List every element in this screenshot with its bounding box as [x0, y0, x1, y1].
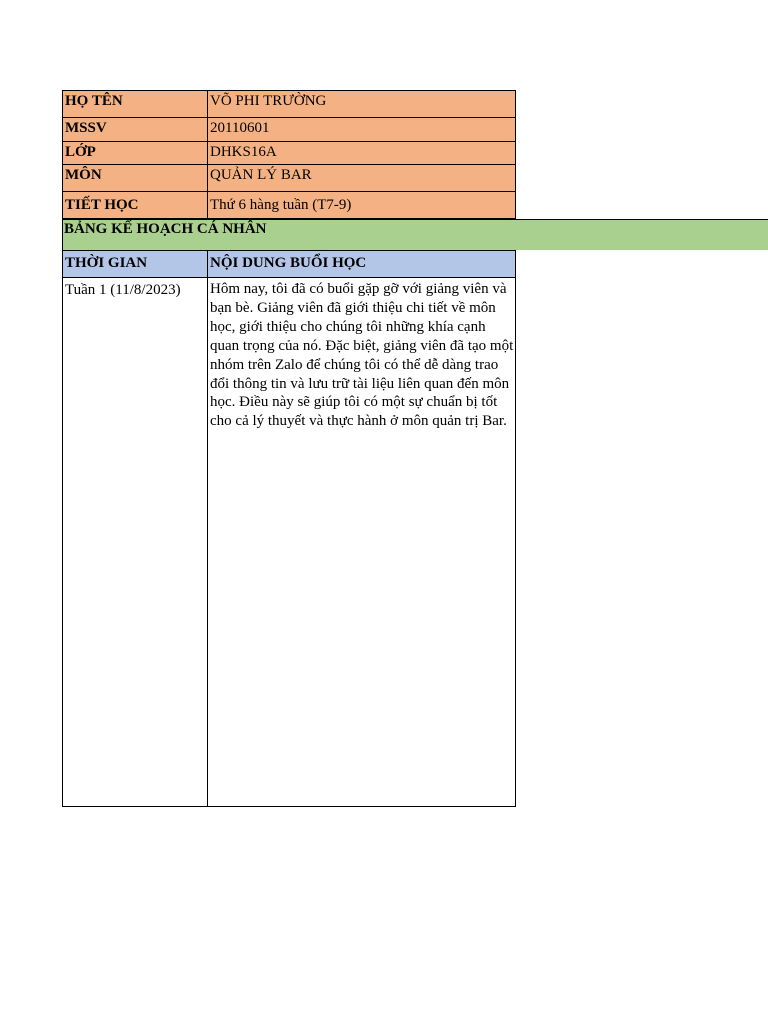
label-mssv: MSSV	[62, 117, 208, 142]
row-content: Hôm nay, tôi đã có buổi gặp gỡ với giảng viên và bạn bè. Giảng viên đã giới thiệu chi tiết về môn học, giới thiệu cho chúng tôi những khía cạnh quan trọng của nó. Đặc biệt, giảng viên đã tạo một nhóm trên Zalo để chúng tôi có thể dễ dàng trao đổi thông tin và lưu trữ tài liệu liên quan đến môn học. Điều này sẽ giúp tôi có một sự chuẩn bị tốt cho cả lý thuyết và thực hành ở môn quản trị Bar.	[207, 277, 516, 807]
label-tiet-hoc: TIẾT HỌC	[62, 191, 208, 219]
value-ho-ten: VÕ PHI TRƯỜNG	[207, 90, 516, 118]
header-content: NỘI DUNG BUỔI HỌC	[207, 250, 516, 278]
plan-title: BẢNG KẾ HOẠCH CÁ NHÂN	[64, 221, 267, 237]
label-lop: LỚP	[62, 141, 208, 165]
value-lop: DHKS16A	[207, 141, 516, 165]
value-tiet-hoc: Thứ 6 hàng tuần (T7-9)	[207, 191, 516, 219]
value-mssv: 20110601	[207, 117, 516, 142]
label-mon: MÔN	[62, 164, 208, 192]
row-time: Tuần 1 (11/8/2023)	[62, 277, 208, 807]
label-ho-ten: HỌ TÊN	[62, 90, 208, 118]
value-mon: QUẢN LÝ BAR	[207, 164, 516, 192]
header-time: THỜI GIAN	[62, 250, 208, 278]
